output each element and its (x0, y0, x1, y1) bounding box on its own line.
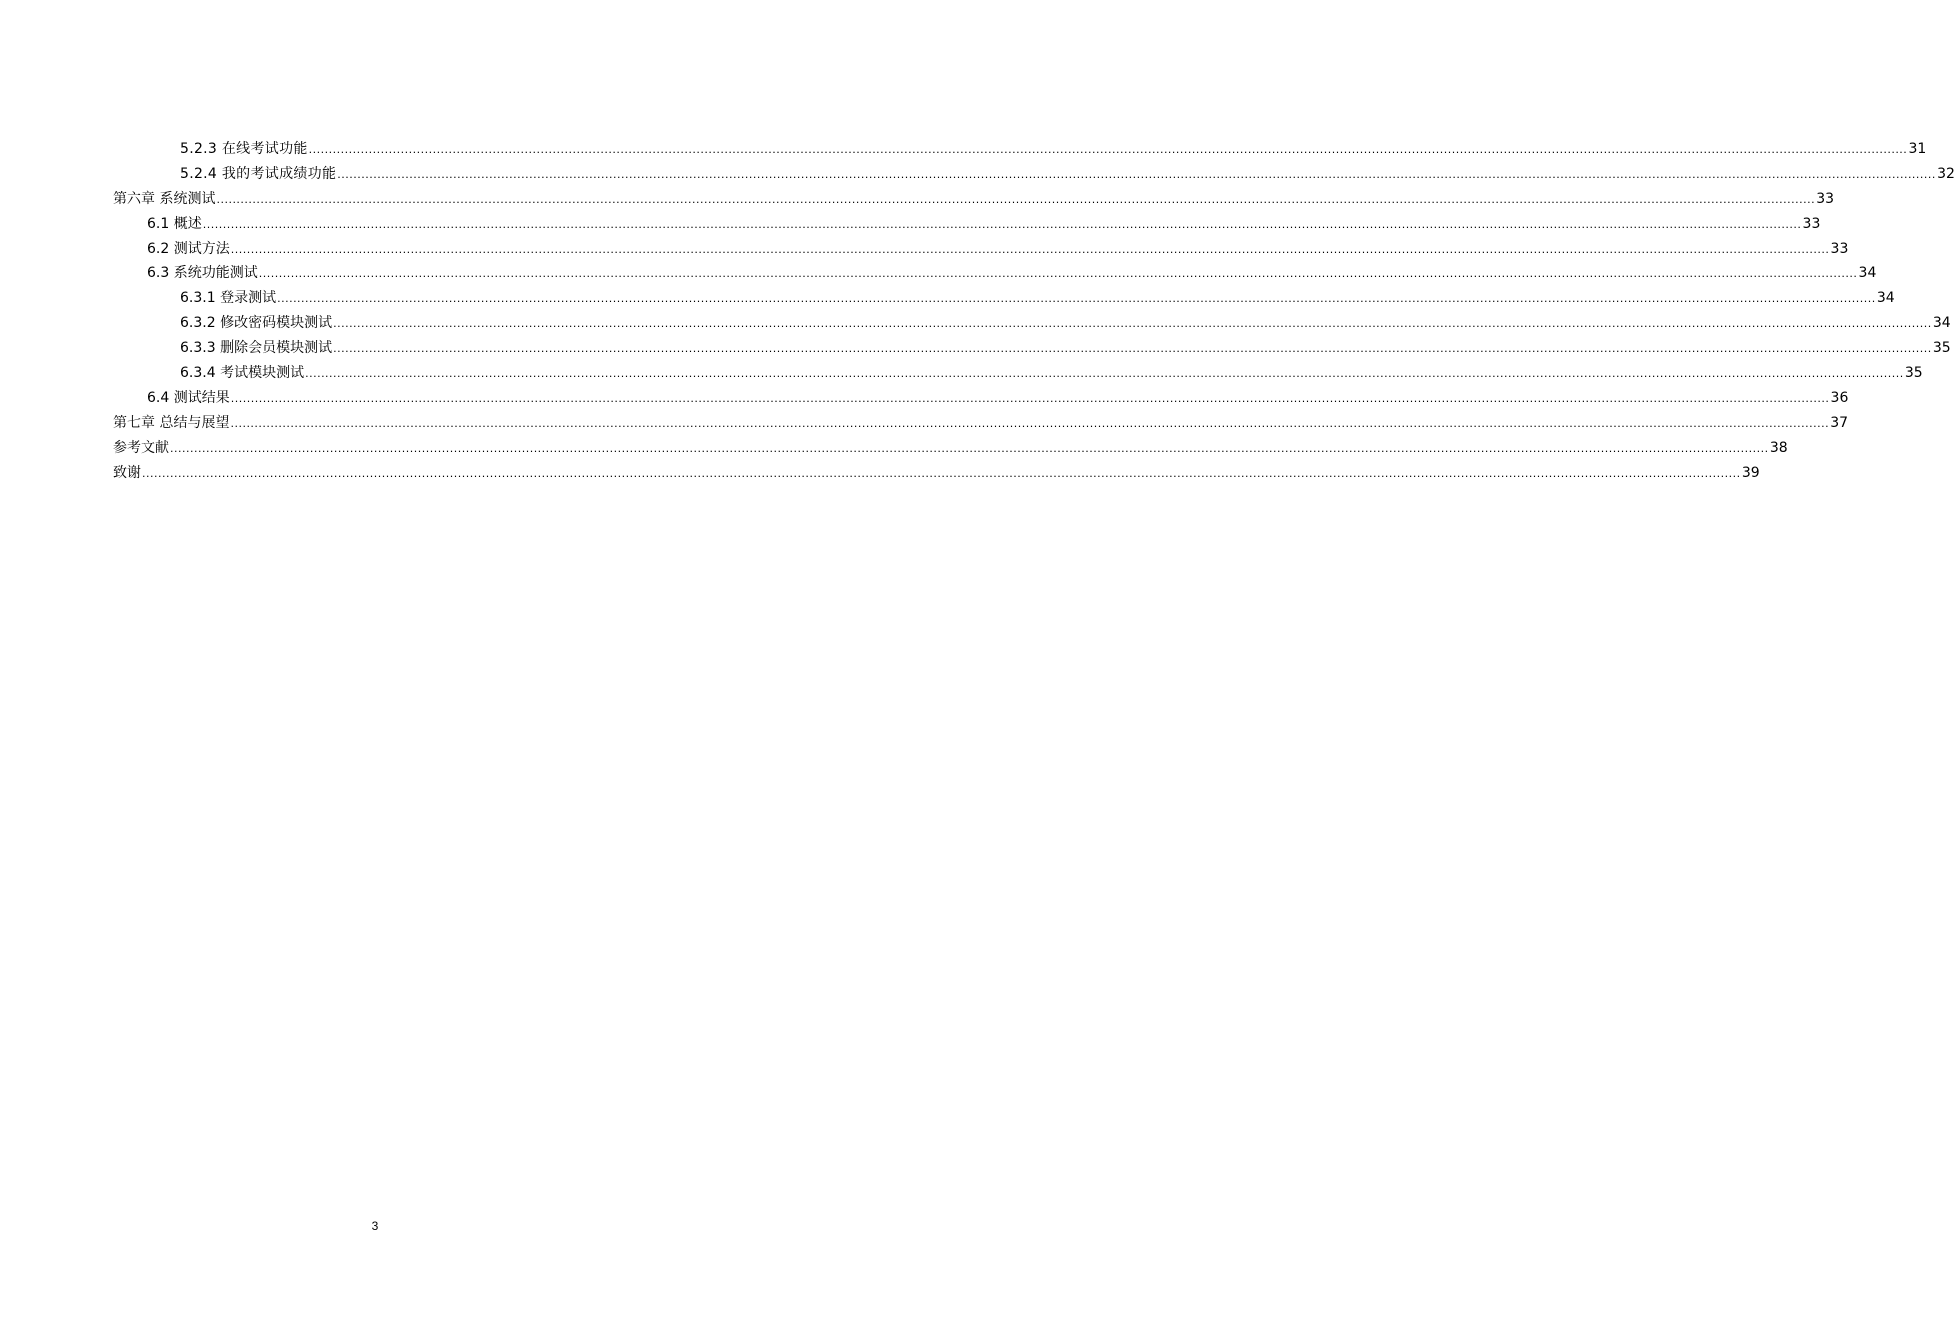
toc-leader-dots: ................................................................................................................................................................................................................................................................................................................................................................................................................ (258, 267, 1858, 281)
toc-entry-page: 35 (1932, 340, 1951, 357)
toc-entry-page: 31 (1908, 141, 1927, 157)
toc-entry[interactable] (113, 411, 1849, 436)
toc-entry[interactable] (113, 361, 1923, 386)
toc-entry[interactable] (113, 436, 1788, 461)
toc-entry-title: 5.2.4 我的考试成绩功能 (180, 165, 337, 182)
toc-entry-page: 33 (1830, 240, 1849, 257)
toc-entry[interactable] (113, 336, 1951, 361)
toc-entry[interactable] (113, 311, 1951, 336)
toc-entry[interactable] (113, 137, 1927, 162)
toc-entry-title: 6.3 系统功能测试 (147, 265, 258, 282)
toc-entry[interactable] (113, 212, 1821, 237)
toc-entry-page: 38 (1769, 439, 1788, 456)
toc-entry-page: 39 (1741, 464, 1760, 481)
toc-entry-page: 33 (1816, 190, 1835, 207)
toc-entry[interactable] (113, 162, 1955, 187)
toc-entry-page: 37 (1830, 414, 1849, 431)
toc-leader-dots: ................................................................................................................................................................................................................................................................................................................................................................................................................ (230, 416, 1830, 430)
toc-leader-dots: ................................................................................................................................................................................................................................................................................................................................................................................................................ (305, 367, 1904, 381)
toc-entry-page: 34 (1932, 315, 1951, 332)
table-of-contents (113, 137, 1955, 485)
toc-entry-page: 33 (1802, 215, 1821, 232)
toc-entry-page: 35 (1904, 365, 1923, 382)
toc-entry[interactable] (113, 187, 1835, 212)
page-number: 3 (371, 1219, 379, 1233)
toc-entry[interactable] (113, 386, 1849, 411)
toc-leader-dots: ................................................................................................................................................................................................................................................................................................................................................................................................................ (230, 391, 1830, 405)
toc-entry-title: 6.3.3 删除会员模块测试 (180, 340, 333, 357)
toc-entry-title: 6.3.4 考试模块测试 (180, 365, 305, 382)
toc-entry-page: 36 (1830, 389, 1849, 406)
toc-leader-dots: ................................................................................................................................................................................................................................................................................................................................................................................................................ (333, 317, 1932, 331)
toc-leader-dots: ................................................................................................................................................................................................................................................................................................................................................................................................................ (170, 441, 1769, 455)
toc-leader-dots: ................................................................................................................................................................................................................................................................................................................................................................................................................ (337, 167, 1936, 181)
toc-leader-dots: ................................................................................................................................................................................................................................................................................................................................................................................................................ (202, 217, 1802, 231)
toc-entry[interactable] (113, 237, 1849, 262)
toc-entry-title: 第七章 总结与展望 (113, 414, 230, 431)
toc-entry[interactable] (113, 286, 1895, 311)
toc-leader-dots: ................................................................................................................................................................................................................................................................................................................................................................................................................ (142, 466, 1741, 480)
toc-entry-page: 32 (1937, 165, 1955, 182)
toc-entry[interactable] (113, 461, 1760, 486)
toc-entry-title: 6.1 概述 (147, 215, 202, 232)
toc-leader-dots: ................................................................................................................................................................................................................................................................................................................................................................................................................ (230, 242, 1830, 256)
toc-leader-dots: ................................................................................................................................................................................................................................................................................................................................................................................................................ (277, 292, 1876, 306)
toc-entry-title: 第六章 系统测试 (113, 190, 216, 207)
toc-entry-page: 34 (1858, 265, 1877, 282)
toc-entry-page: 34 (1876, 290, 1895, 307)
toc-entry-title: 6.3.2 修改密码模块测试 (180, 315, 333, 332)
toc-entry[interactable] (113, 261, 1877, 286)
toc-leader-dots: ................................................................................................................................................................................................................................................................................................................................................................................................................ (333, 342, 1932, 356)
toc-entry-title: 致谢 (113, 464, 141, 481)
toc-entry-title: 参考文献 (113, 439, 169, 456)
toc-entry-title: 5.2.3 在线考试功能 (180, 141, 308, 157)
toc-entry-title: 6.4 测试结果 (147, 389, 230, 406)
toc-entry-title: 6.2 测试方法 (147, 240, 230, 257)
toc-entry-title: 6.3.1 登录测试 (180, 290, 277, 307)
toc-leader-dots: ................................................................................................................................................................................................................................................................................................................................................................................................................ (216, 192, 1816, 206)
toc-leader-dots: ................................................................................................................................................................................................................................................................................................................................................................................................................ (308, 143, 1908, 156)
